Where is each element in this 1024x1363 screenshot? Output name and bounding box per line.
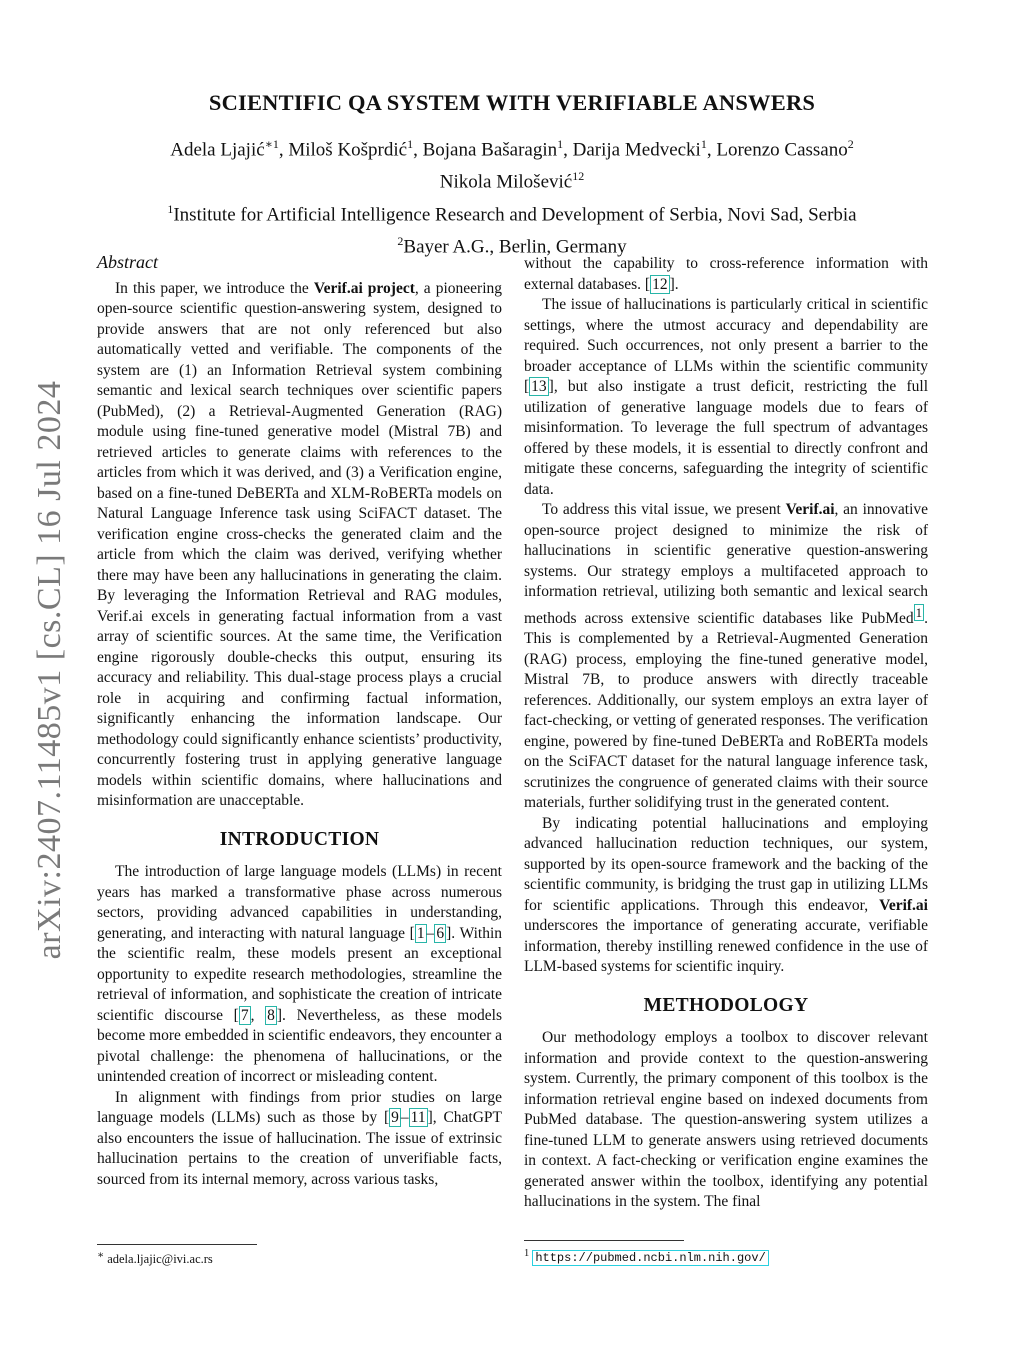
footnote-right: $^1$ https://pubmed.ncbi.nlm.nih.gov/ [524,1246,769,1266]
citation-link[interactable]: 9 [391,1109,399,1126]
author-name: , Miloš Košprdić [278,139,408,161]
citation-link[interactable]: 6 [436,924,445,942]
methodology-paragraph-1: Our methodology employs a toolbox to discover relevant information and provide context to the question-answering system. Currently, the primary component of this toolbox is the information retrieval engine based on indexed documents from PubMed database. The question-answering system utilizes a fine-tuned LLM to generate answers using retrieved documents in context. A fact-checking or verification engine examines the generated answer within the toolbox, identifying any potential hallucinations in the system. The final [524,1029,928,1211]
author-sup: 1 [557,137,564,151]
citation-link[interactable]: 7 [240,1006,249,1024]
author-line [0,131,1024,163]
arxiv-stamp: arXiv:2407.11485v1 [cs.CL] 16 Jul 2024 [31,380,68,960]
intro-paragraph-5: By indicating potential hallucinations and employing advanced hallucination reduction techniques, our system, supported by its open-source framework and the backing of the scientific community, is bridging the trust gap in utilizing LLMs for scientific applications. Through this endeavor, Verif.ai underscores the importance of generating accurate, verifiable information, thereby instilling renewed confidence in the use of LLM-based systems for scientific inquiry. [524,814,928,976]
affiliation-2: $^2$Bayer A.G., Berlin, Germany [397,233,627,258]
author-line [0,163,1024,195]
introduction-heading: INTRODUCTION [219,828,380,850]
footnote-link[interactable]: 1 [915,604,923,620]
footnote-rule-left [97,1244,257,1245]
footnote-left: ∗ adela.ljajic@ivi.ac.rs [97,1250,213,1267]
author-name: Adela Ljajić [170,139,265,161]
author-sup: 1 [407,137,414,151]
author-name: , Bojana Bašaragin [413,139,558,161]
left-column [97,252,502,1190]
author-block [0,131,1024,260]
intro-paragraph-3: The issue of hallucinations is particularly critical in scientific settings, where the utmost accuracy and dependability are required. Such occurrences, not only present a barrier to the broader acceptance of LLMs within the scientific community [ 13 ], but also instigate a trust deficit, restricting the full utilization of generative language models due to fears of misinformation. To leverage the full spectrum of advantages offered by these models, it is essential to directly confront and mitigate these concerns, safeguarding the integrity of scientific data. [524,296,928,498]
author-sup: 12 [572,169,585,184]
author-sup: 1 [700,137,707,151]
citation-link[interactable]: 11 [410,1109,426,1126]
citation-link[interactable]: 13 [531,378,547,395]
affiliation-1: $^1$Institute for Artificial Intelligence Research and Development of Serbia, Novi Sad, Serbia [167,201,857,225]
footnote-rule-right [524,1240,684,1241]
intro-paragraph-1: The introduction of large language models (LLMs) in recent years has marked a transformative phase across numerous sectors, providing advanced capabilities in understanding, generating, and interacting with natural language [ 1 – 6 ]. Within the scientific realm, these models present an exceptional opportunity to expedite research methodologies, streamline the retrieval of information, and sophisticate the creation of intricate scientific discourse [ 7 , 8 ]. Nevertheless, as these models become more embedded in scientific endeavors, they encounter a pivotal challenge: the phenomena of hallucinations, or the unintended creation of incorrect or misleading content. [97,863,503,1085]
author-name: Nikola Milošević [439,171,573,193]
author-email: adela.ljajic@ivi.ac.rs [104,1252,213,1267]
author-sup: ∗1 [264,137,279,151]
citation-link[interactable]: 8 [267,1006,275,1024]
abstract-heading: Abstract [97,252,158,272]
pubmed-url-link[interactable]: https://pubmed.ncbi.nlm.nih.gov/ [532,1250,768,1266]
intro-paragraph-4: To address this vital issue, we present Verif.ai, an innovative open-source project designed to minimize the risk of hallucinations in scientific generative question-answering systems. Our strategy employs a multifaceted approach to information retrieval, utilizing both semantic and lexical search methods across extensive scientific databases like PubMed $^1$ . This is complemented by a Retrieval-Augmented Generation (RAG) process, employing the fine-tuned generative model, Mistral 7B, to produce answers with directly traceable references. Additionally, our system employs an extra layer of fact-checking, or vetting of generated responses. The verification engine, powered by fine-tuned DeBERTa and RoBERTa models on the SciFACT dataset for the natural language inference task, scrutinizes the congruence of generated claims with their source materials, further solidifying trust in the generated content. [524,501,929,812]
citation-link[interactable]: 1 [416,924,425,942]
intro-paragraph-2-continued: without the capability to cross-reference information with external databases. [ 12 ]. [524,255,928,293]
author-name: , Lorenzo Cassano [706,139,848,161]
author-sup: 2 [847,137,854,151]
paper-title: SCIENTIFIC QA SYSTEM WITH VERIFIABLE ANSWERS [208,90,816,115]
right-column [524,254,928,1213]
methodology-heading: METHODOLOGY [643,994,809,1016]
citation-link[interactable]: 12 [652,275,668,293]
author-name: , Darija Medvecki [563,139,701,161]
abstract-paragraph: In this paper, we introduce the Verif.ai project, a pioneering open-source scientific question-answering system, designed to provide answers that are not only referenced but also automatically vetted and verifiable. The components of the system are (1) an Information Retrieval system combining semantic and lexical search techniques over scientific papers (PubMed), (2) a Retrieval-Augmented Generation (RAG) module using fine-tuned generative model (Mistral 7B) and retrieved articles to generate claims with references to the articles from which it was derived, and (3) a Verification engine, based on a fine-tuned DeBERTa and XLM-RoBERTa models on Natural Language Inference task using SciFACT dataset. The verification engine cross-checks the generated claim and the article from which the claim was derived, verifying whether there may have been any hallucinations in generating the claim. By leveraging the Information Retrieval and RAG modules, Verif.ai excels in generating factual information from a vast array of scientific sources. At the same time, the Verification engine rigorously double-checks this output, ensuring its accuracy and reliability. This dual-stage process plays a crucial role in acquiring and confirming factual information, significantly enhancing the information landscape. Our methodology could significantly enhance scientists’ productivity, concurrently fostering trust in applying generative language models within scientific domains, where hallucinations and misinformation are unacceptable. [97,279,502,809]
intro-paragraph-2: In alignment with findings from prior studies on large language models (LLMs) such as those by [ 9 – 11 ], ChatGPT also encounters the issue of hallucination. The issue of extrinsic hallucination pertains to the creation of unverifiable facts, sourced from its internal memory, across various tasks, [97,1088,502,1188]
